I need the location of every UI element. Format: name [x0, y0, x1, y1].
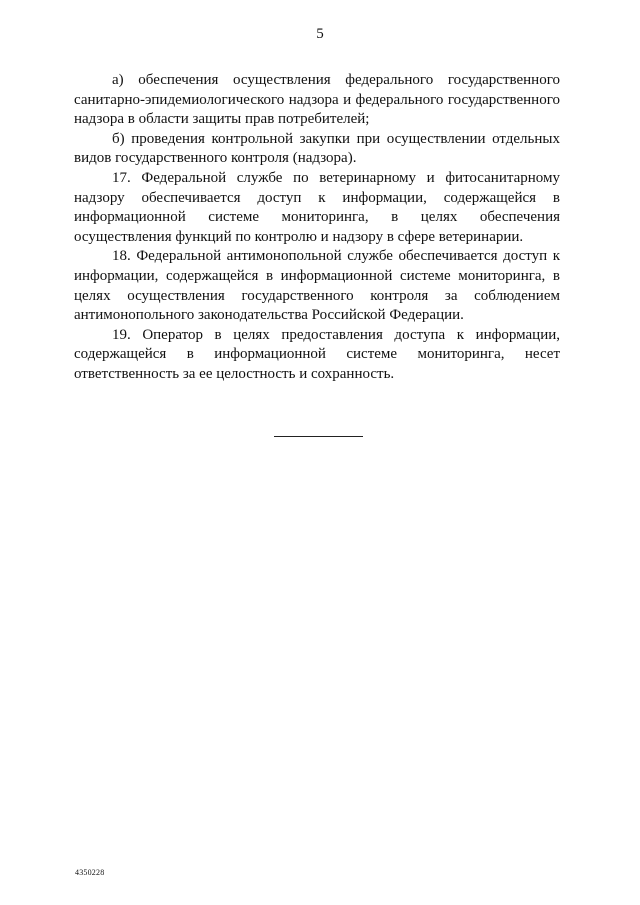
paragraph-a: а) обеспечения осуществления федерального государственного санитарно-эпидемиологического надзора и федерального государственного надзора в области защиты прав потребителей;: [74, 72, 560, 128]
document-body: [74, 71, 560, 385]
paragraph-19: 19. Оператор в целях предоставления доступа к информации, содержащейся в информационной системе мониторинга, несет ответственность за ее целостность и сохранность.: [74, 326, 560, 382]
paragraph-18: 18. Федеральной антимонопольной службе обеспечивается доступ к информации, содержащейся в информационной системе мониторинга, в целях осуществления государственного контроля за соблюдением антимонопольного законодательства Российской Федерации.: [74, 248, 560, 324]
end-divider: [274, 436, 363, 437]
paragraph-17: 17. Федеральной службе по ветеринарному и фитосанитарному надзору обеспечивается доступ к информации, содержащейся в информационной системе мониторинга, в целях обеспечения осуществления функций по контролю и надзору в сфере ветеринарии.: [74, 169, 560, 245]
paragraph-b: б) проведения контрольной закупки при осуществлении отдельных видов государственного контроля (надзора).: [74, 130, 560, 167]
page-number: 5: [316, 26, 324, 42]
document-code: 4350228: [75, 868, 105, 877]
